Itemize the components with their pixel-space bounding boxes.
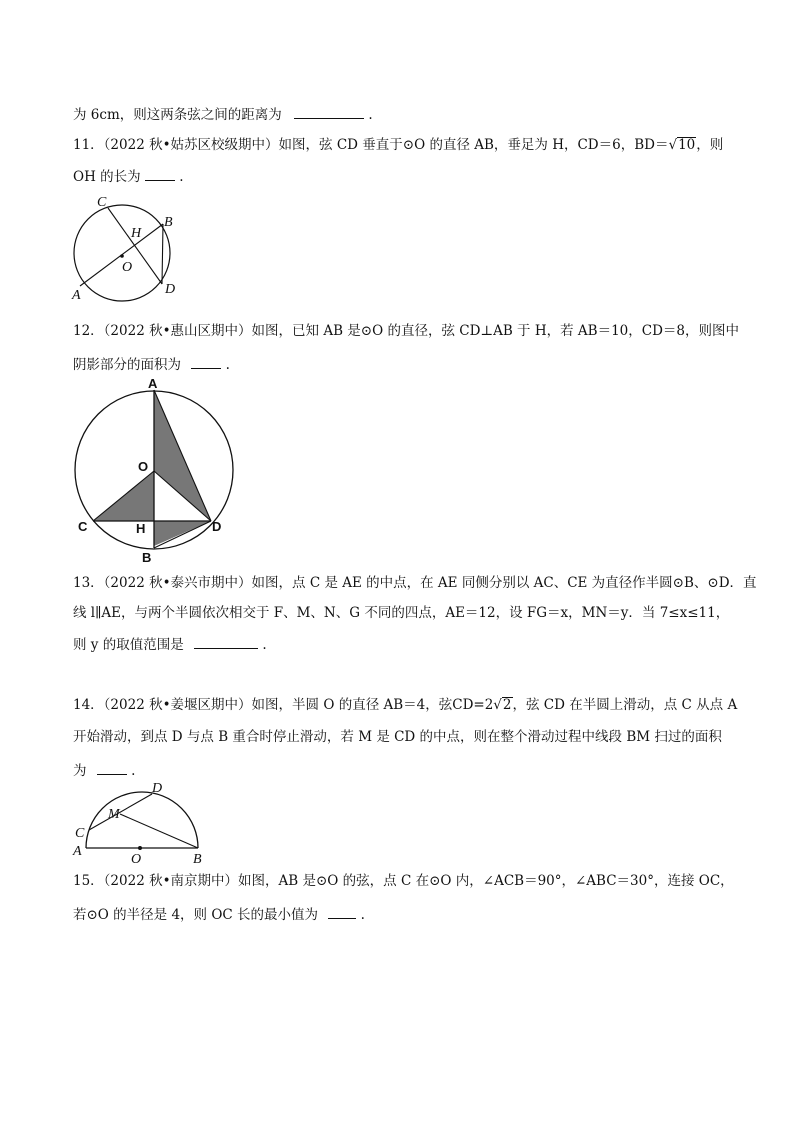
q10-tail-end: . [368, 107, 373, 123]
q13-text-2: 线 l∥AE，与两个半圆依次相交于 F、M、N、G 不同的四点，AE＝12，设 FG＝x，MN＝y．当 7≤x≤11， [73, 605, 730, 621]
label-d: D [165, 282, 176, 297]
semicircle-o [86, 792, 198, 848]
q12-end: . [225, 357, 230, 373]
q14-line3 [73, 760, 135, 780]
label-h: H [131, 226, 142, 241]
sqrt-value: 10 [678, 137, 696, 153]
label-c: C [78, 519, 88, 534]
q11-text-end: ，则 [696, 137, 724, 153]
label-m: M [108, 807, 120, 822]
answer-blank[interactable] [328, 904, 356, 919]
sqrt-symbol: √ [493, 697, 502, 713]
segment-bd [162, 224, 163, 284]
label-h: H [136, 521, 146, 536]
label-o: O [138, 459, 149, 474]
answer-blank[interactable] [194, 634, 258, 649]
label-c: C [97, 195, 107, 210]
q13-end: . [262, 637, 267, 653]
q14-end: . [131, 763, 136, 779]
label-d: D [212, 519, 222, 534]
q11-line1 [73, 136, 723, 154]
q12-text-2: 阴影部分的面积为 [73, 357, 181, 373]
q15-line2 [73, 904, 365, 924]
q12-text: 12．（2022 秋•惠山区期中）如图，已知 AB 是⊙O 的直径，弦 CD⊥AB 于 H，若 AB＝10，CD＝8，则图中 [73, 323, 740, 339]
circle-o [74, 205, 170, 301]
q10-tail-text: 为 6cm，则这两条弦之间的距离为 [73, 107, 282, 123]
label-a: A [72, 288, 81, 303]
q12-line2 [73, 354, 230, 374]
q13-text-3: 则 y 的取值范围是 [73, 637, 184, 653]
figure-q14 [70, 780, 210, 866]
answer-blank[interactable] [294, 104, 364, 119]
q14-text-3: 为 [73, 763, 87, 779]
q13-line3 [73, 634, 267, 654]
q13-line2 [73, 604, 729, 622]
q14-text-end: ，弦 CD 在半圆上滑动，点 C 从点 A [512, 697, 738, 713]
sqrt-value: 2 [502, 697, 512, 713]
q15-line1 [73, 872, 734, 890]
q12-line1 [73, 322, 739, 340]
q11-text-2: OH 的长为 [73, 169, 141, 185]
segment-bm [120, 814, 198, 848]
label-c: C [75, 826, 85, 841]
q10-tail-line [73, 104, 373, 124]
label-b: B [164, 215, 173, 230]
figure-q12 [68, 376, 238, 566]
q15-text-2: 若⊙O 的半径是 4，则 OC 长的最小值为 [73, 907, 319, 923]
answer-blank[interactable] [145, 166, 175, 181]
label-d: D [152, 781, 163, 796]
sqrt-symbol: √ [668, 137, 678, 153]
q11-line2 [73, 166, 184, 186]
q13-text: 13．（2022 秋•泰兴市期中）如图，点 C 是 AE 的中点，在 AE 同侧分别以 AC、CE 为直径作半圆⊙B、⊙D．直 [73, 575, 757, 591]
q13-line1 [73, 574, 757, 592]
q15-text: 15．（2022 秋•南京期中）如图，AB 是⊙O 的弦，点 C 在⊙O 内，∠ACB＝90°，∠ABC＝30°，连接 OC， [73, 873, 734, 889]
figure-q11 [66, 196, 186, 306]
label-o: O [122, 260, 133, 275]
label-a: A [73, 844, 82, 859]
q14-line1 [73, 696, 737, 714]
label-b: B [193, 852, 202, 867]
answer-blank[interactable] [97, 760, 127, 775]
chord-cd [108, 208, 162, 284]
q14-text-2: 开始滑动，到点 D 与点 B 重合时停止滑动，若 M 是 CD 的中点，则在整个滑动过程中线段 BM 扫过的面积 [73, 729, 722, 745]
label-b: B [142, 550, 152, 565]
q15-end: . [360, 907, 365, 923]
q11-text: 11．（2022 秋•姑苏区校级期中）如图，弦 CD 垂直于⊙O 的直径 AB，垂足为 H，CD＝6，BD＝ [73, 137, 669, 153]
label-o: O [131, 852, 142, 867]
q14-text: 14．（2022 秋•姜堰区期中）如图，半圆 O 的直径 AB＝4，弦CD=2 [73, 697, 494, 713]
q14-line2 [73, 728, 722, 746]
q11-end: . [179, 169, 184, 185]
label-a: A [148, 376, 158, 391]
center-o [138, 846, 142, 850]
center-o [120, 254, 124, 258]
answer-blank[interactable] [191, 354, 221, 369]
